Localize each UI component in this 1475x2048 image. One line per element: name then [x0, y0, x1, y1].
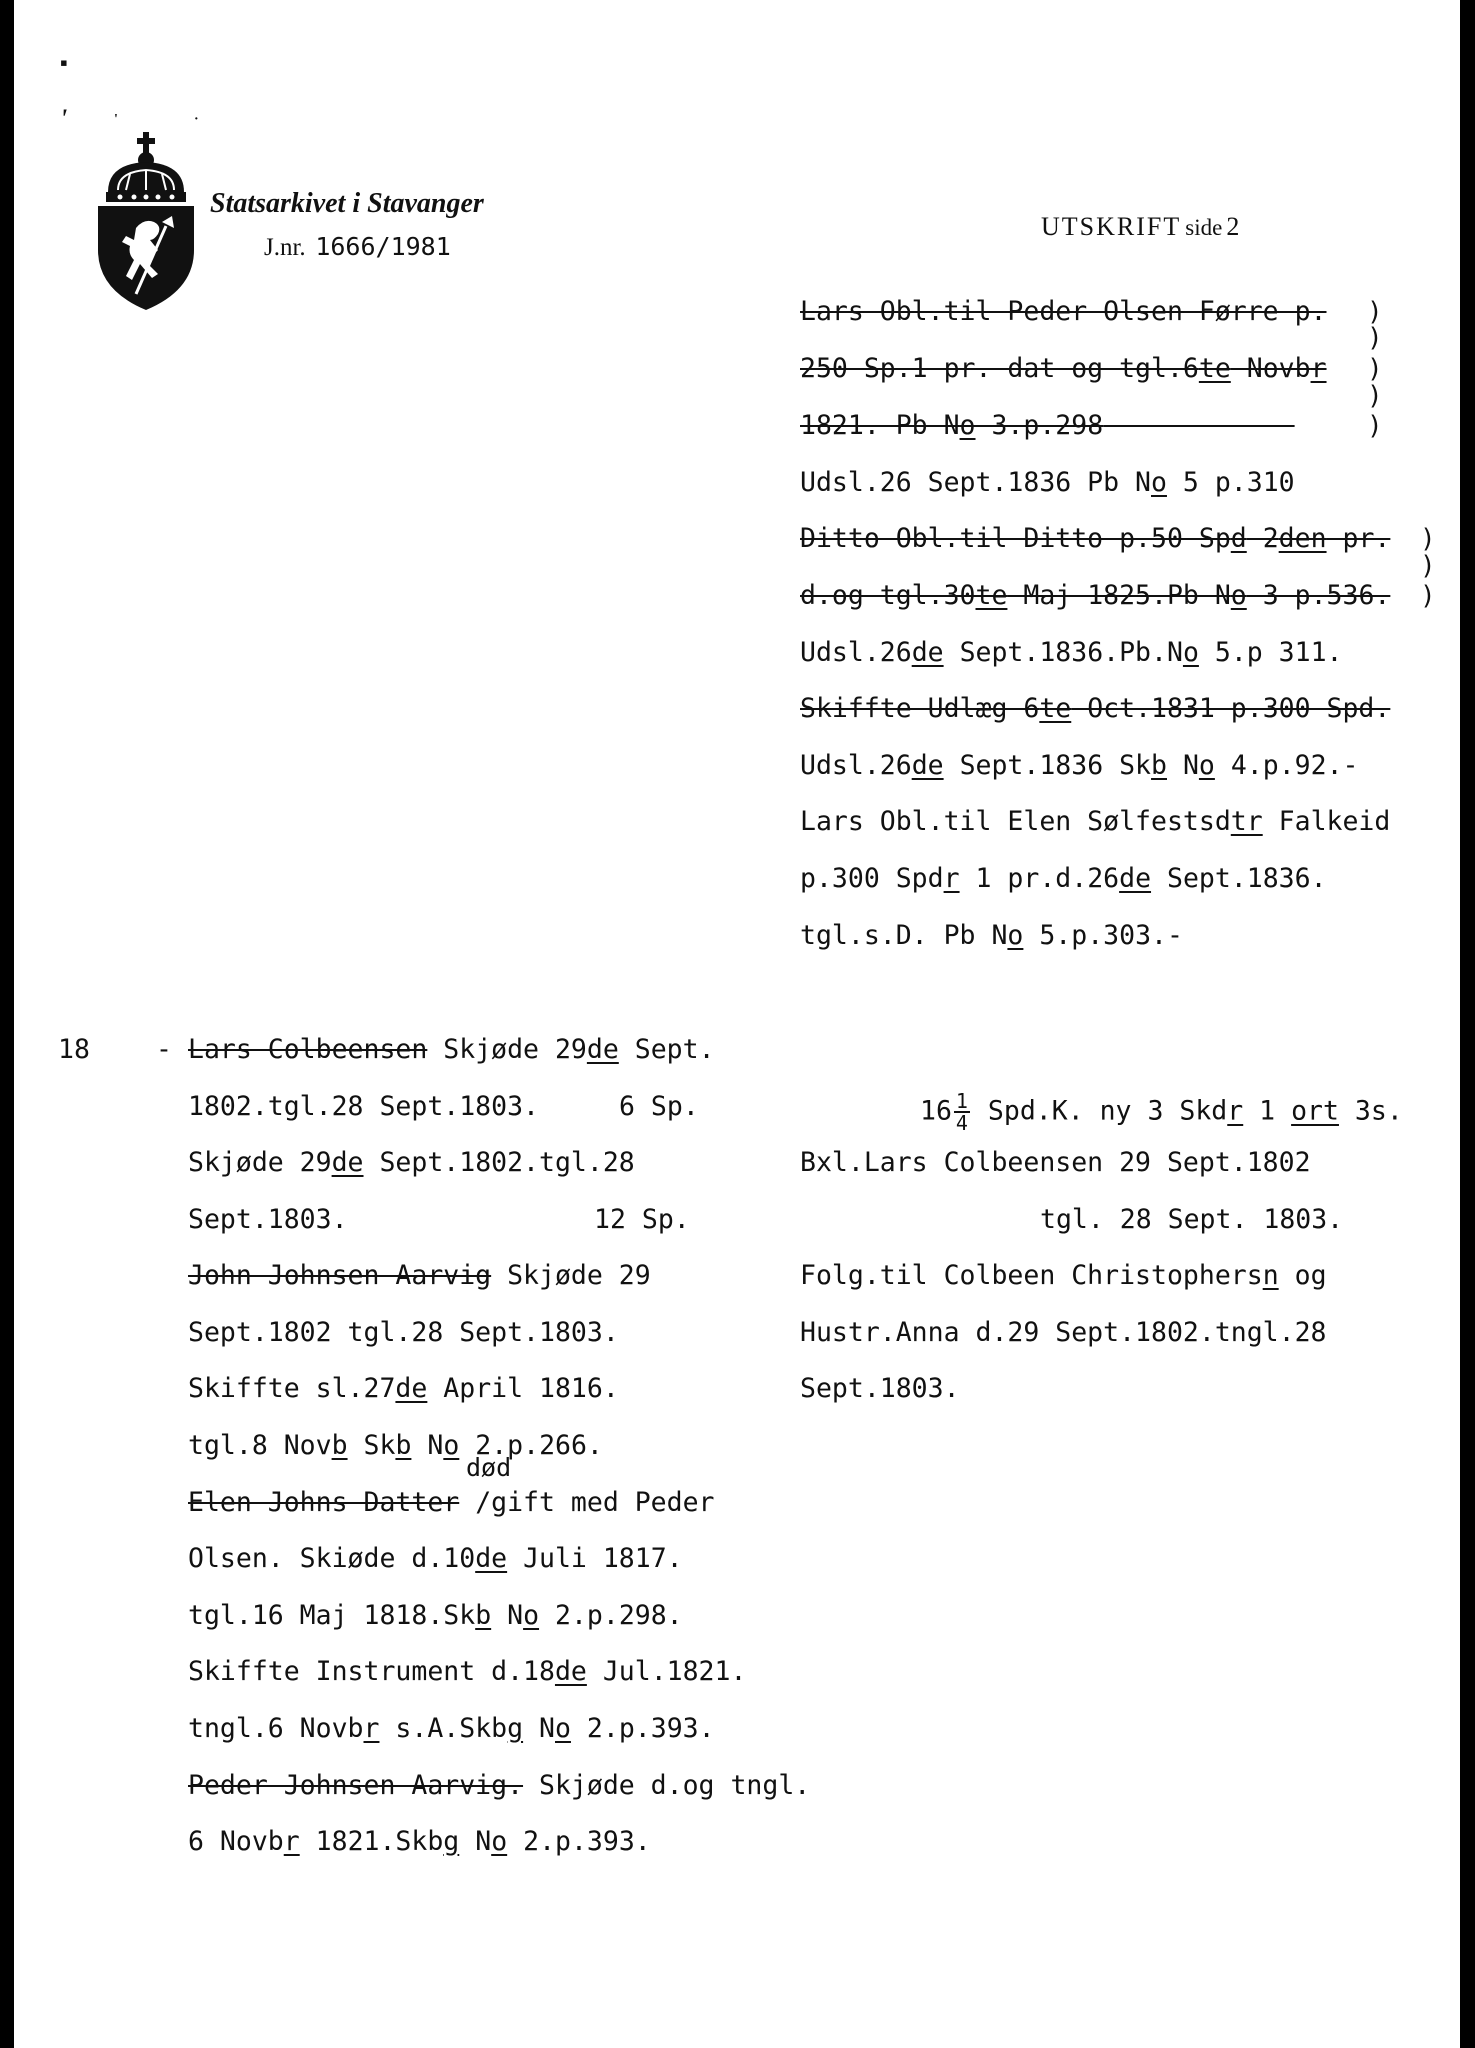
- bracket: ): [1420, 581, 1436, 611]
- text-line: Skiffte Udlæg 6te Oct.1831 p.300 Spd.: [800, 693, 1391, 724]
- text-line: tngl.6 Novbr s.A.Skbg No 2.p.393.: [188, 1713, 715, 1744]
- text-line: Skiffte Instrument d.18de Jul.1821.: [188, 1656, 747, 1687]
- text-line: Sept.1803.: [800, 1373, 960, 1404]
- text-line: Lars Colbeensen Skjøde 29de Sept.: [188, 1034, 715, 1065]
- text-line: Lars Obl.til Peder Olsen Førre p.: [800, 296, 1327, 327]
- archive-name: Statsarkivet i Stavanger: [210, 188, 484, 219]
- margin-fragment: ': [60, 104, 68, 133]
- text-line: d.og tgl.30te Maj 1825.Pb No 3 p.536.: [800, 580, 1391, 611]
- text-line: tgl.16 Maj 1818.Skb No 2.p.298.: [188, 1600, 683, 1631]
- text-line: 1802.tgl.28 Sept.1803.: [188, 1091, 539, 1122]
- text-line: Sept.1803.: [188, 1204, 348, 1235]
- page-header: [1041, 212, 1239, 242]
- bracket: ): [1367, 323, 1383, 353]
- bracket: ): [1420, 524, 1436, 554]
- bracket: ): [1420, 551, 1436, 581]
- text-line: tgl. 28 Sept. 1803.: [1040, 1204, 1344, 1235]
- text-line: Olsen. Skiøde d.10de Juli 1817.: [188, 1543, 683, 1574]
- margin-mark: ▪: [60, 50, 68, 75]
- entry-number: 18: [58, 1034, 90, 1065]
- text-line: Udsl.26de Sept.1836.Pb.No 5.p 311.: [800, 637, 1343, 668]
- document-page: [14, 0, 1460, 2048]
- text-line: Folg.til Colbeen Christophersn og: [800, 1260, 1327, 1291]
- entry-dash: -: [156, 1034, 172, 1065]
- bracket: ): [1367, 381, 1383, 411]
- text-line: p.300 Spdr 1 pr.d.26de Sept.1836.: [800, 863, 1327, 894]
- text-line: tgl.s.D. Pb No 5.p.303.-: [800, 920, 1183, 951]
- text-line: 6 Novbr 1821.Skbg No 2.p.393.: [188, 1826, 651, 1857]
- bracket: ): [1367, 411, 1383, 441]
- insertion-above: død: [466, 1453, 512, 1482]
- margin-fragment: ': [114, 112, 118, 127]
- text-line: John Johnsen Aarvig Skjøde 29: [188, 1260, 651, 1291]
- journal-number-value: 1666/1981: [315, 232, 451, 261]
- text-line: 1821. Pb No 3.p.298: [800, 410, 1104, 441]
- text-line: Udsl.26de Sept.1836 Skb No 4.p.92.-: [800, 750, 1359, 781]
- text-line: Peder Johnsen Aarvig. Skjøde d.og tngl.: [188, 1770, 811, 1801]
- text-line: Lars Obl.til Elen Sølfestsdtr Falkeid: [800, 806, 1391, 837]
- margin-mark: ·: [194, 112, 199, 127]
- text-line: tgl.8 Novb Skb No 2.p.266.: [188, 1430, 603, 1461]
- text-line: Skjøde 29de Sept.1802.tgl.28: [188, 1147, 635, 1178]
- text-line: 16 $\frac{1}{4}$ Spd.K. ny 3 Skdr 1 ort 3s.: [920, 1089, 1403, 1135]
- journal-number-label: J.nr.: [264, 234, 306, 261]
- text-line: Skiffte sl.27de April 1816.: [188, 1373, 619, 1404]
- text-line: Sept.1802 tgl.28 Sept.1803.: [188, 1317, 619, 1348]
- journal-number: [264, 232, 451, 262]
- text-line: 250 Sp.1 pr. dat og tgl.6te Novbr: [800, 353, 1327, 384]
- bracket: ): [1367, 354, 1383, 384]
- text-line: Ditto Obl.til Ditto p.50 Spd 2den pr.: [800, 523, 1391, 554]
- text-line: Elen Johns Datter /gift med Peder: [188, 1487, 715, 1518]
- text-amount: 6 Sp.: [619, 1091, 699, 1122]
- bracket: ): [1367, 297, 1383, 327]
- page-title: UTSKRIFT: [1041, 212, 1182, 241]
- side-label: side: [1185, 215, 1223, 240]
- page-number: 2: [1226, 212, 1240, 241]
- coat-of-arms-logo: [96, 132, 196, 312]
- text-amount: 12 Sp.: [594, 1204, 690, 1235]
- fraction: $\frac{1}{4}$: [955, 1089, 968, 1135]
- text-line: Hustr.Anna d.29 Sept.1802.tngl.28: [800, 1317, 1327, 1348]
- text-line: Udsl.26 Sept.1836 Pb No 5 p.310: [800, 467, 1295, 498]
- text-line: Bxl.Lars Colbeensen 29 Sept.1802: [800, 1147, 1311, 1178]
